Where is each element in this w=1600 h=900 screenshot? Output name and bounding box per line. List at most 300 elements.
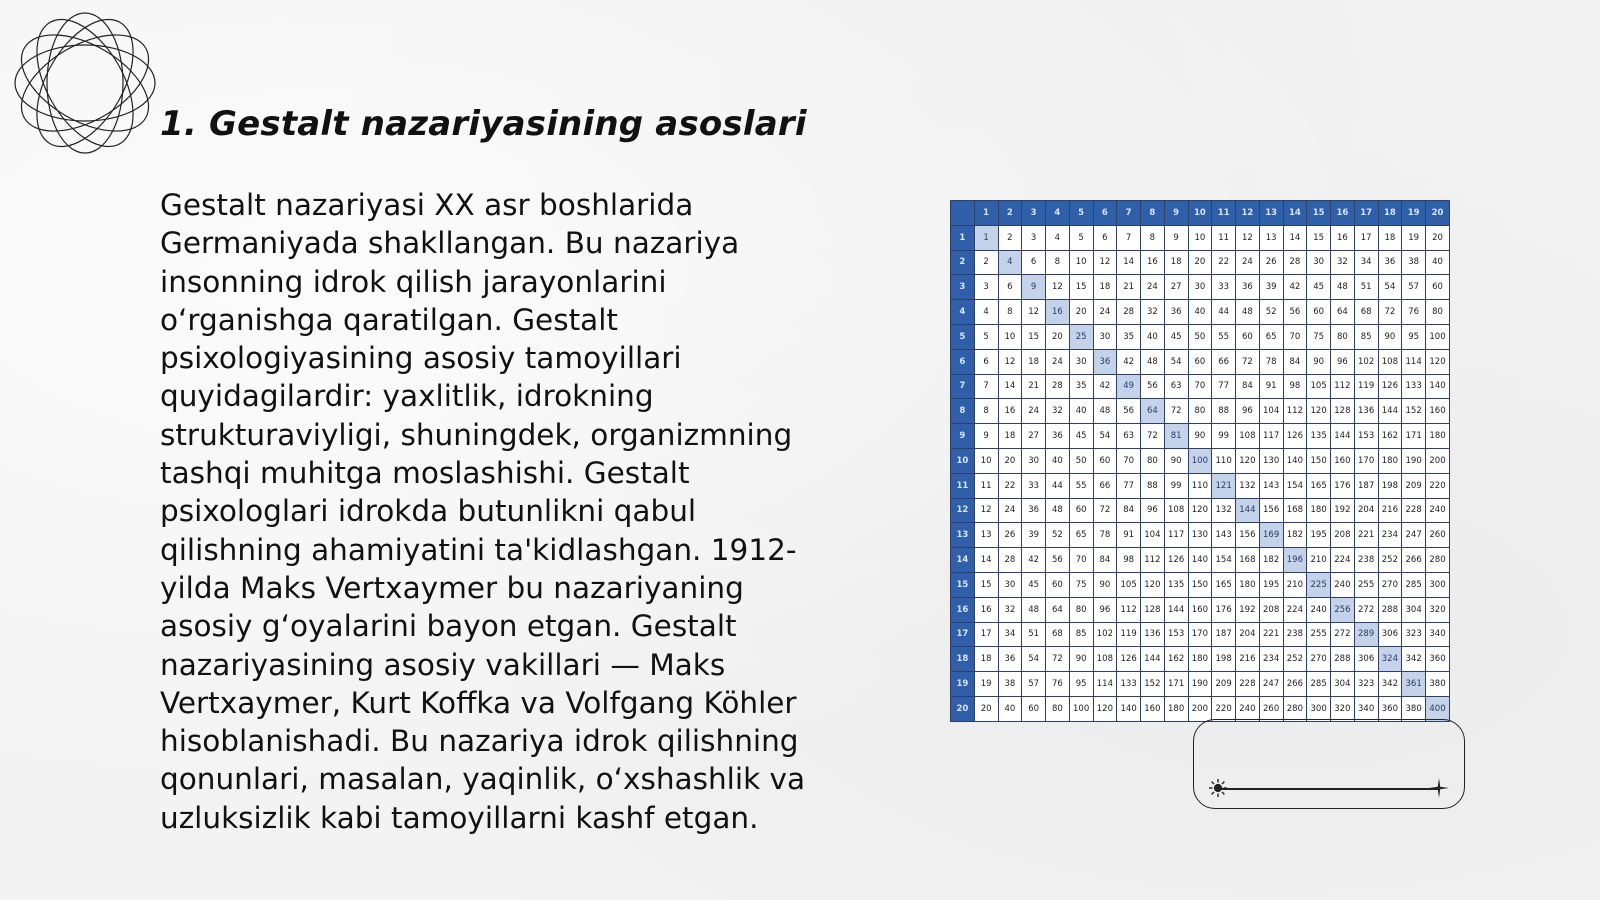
table-cell: 80	[1141, 448, 1165, 473]
table-cell: 40	[1069, 399, 1093, 424]
row-header-cell: 6	[951, 349, 975, 374]
table-cell: 70	[1117, 448, 1141, 473]
table-cell: 126	[1164, 548, 1188, 573]
table-cell: 150	[1307, 448, 1331, 473]
table-cell: 304	[1331, 672, 1355, 697]
column-header-cell: 13	[1259, 201, 1283, 226]
table-cell: 12	[1093, 250, 1117, 275]
table-row	[951, 696, 1450, 721]
table-cell: 72	[1046, 647, 1070, 672]
column-header-cell: 18	[1378, 201, 1402, 226]
table-cell: 80	[1426, 300, 1450, 325]
table-cell: 156	[1236, 523, 1260, 548]
table-cell: 96	[1331, 349, 1355, 374]
table-cell: 95	[1402, 324, 1426, 349]
column-header-cell: 20	[1426, 201, 1450, 226]
table-cell: 84	[1117, 498, 1141, 523]
row-header-cell: 17	[951, 622, 975, 647]
table-row	[951, 275, 1450, 300]
table-cell: 72	[1236, 349, 1260, 374]
diagonal-cell: 121	[1212, 473, 1236, 498]
table-cell: 120	[1141, 572, 1165, 597]
table-cell: 240	[1307, 597, 1331, 622]
table-cell: 168	[1236, 548, 1260, 573]
table-cell: 120	[1426, 349, 1450, 374]
table-cell: 24	[1046, 349, 1070, 374]
table-cell: 6	[998, 275, 1022, 300]
table-cell: 240	[1236, 696, 1260, 721]
slide-body-text	[160, 186, 820, 837]
table-cell: 38	[1402, 250, 1426, 275]
table-cell: 56	[1046, 548, 1070, 573]
table-cell: 154	[1212, 548, 1236, 573]
table-cell: 270	[1307, 647, 1331, 672]
table-cell: 20	[1046, 324, 1070, 349]
table-cell: 140	[1188, 548, 1212, 573]
table-cell: 10	[974, 448, 998, 473]
column-header-cell: 17	[1354, 201, 1378, 226]
table-cell: 117	[1164, 523, 1188, 548]
slider-track[interactable]	[1218, 788, 1438, 790]
table-cell: 35	[1117, 324, 1141, 349]
body-text-line: qilishning ahamiyatini ta'kidlashgan. 1912-	[160, 532, 797, 567]
table-cell: 162	[1378, 424, 1402, 449]
body-text-line: insonning idrok qilish jarayonlarini	[160, 264, 667, 299]
circles-logo-icon	[10, 8, 160, 158]
table-cell: 288	[1331, 647, 1355, 672]
table-cell: 24	[1236, 250, 1260, 275]
table-cell: 24	[1022, 399, 1046, 424]
table-cell: 9	[974, 424, 998, 449]
body-text-line: asosiy g‘oyalarini bayon etgan. Gestalt	[160, 609, 737, 644]
table-cell: 104	[1259, 399, 1283, 424]
slide-title: 1. Gestalt nazariyasining asoslari	[160, 104, 807, 144]
table-cell: 195	[1259, 572, 1283, 597]
table-cell: 342	[1378, 672, 1402, 697]
table-cell: 63	[1164, 374, 1188, 399]
table-cell: 40	[1046, 448, 1070, 473]
table-cell: 72	[1141, 424, 1165, 449]
table-cell: 5	[1069, 225, 1093, 250]
table-cell: 210	[1307, 548, 1331, 573]
table-cell: 266	[1283, 672, 1307, 697]
table-cell: 5	[974, 324, 998, 349]
table-cell: 108	[1164, 498, 1188, 523]
diagonal-cell: 81	[1164, 424, 1188, 449]
table-cell: 8	[1046, 250, 1070, 275]
slider-box[interactable]	[1193, 719, 1465, 809]
table-cell: 70	[1283, 324, 1307, 349]
table-cell: 220	[1426, 473, 1450, 498]
table-cell: 20	[1188, 250, 1212, 275]
row-header-cell: 15	[951, 572, 975, 597]
table-cell: 19	[974, 672, 998, 697]
table-cell: 51	[1022, 622, 1046, 647]
table-cell: 112	[1283, 399, 1307, 424]
table-cell: 190	[1402, 448, 1426, 473]
table-cell: 2	[998, 225, 1022, 250]
table-cell: 65	[1069, 523, 1093, 548]
table-cell: 17	[974, 622, 998, 647]
table-cell: 39	[1022, 523, 1046, 548]
table-cell: 112	[1141, 548, 1165, 573]
row-header-cell: 9	[951, 424, 975, 449]
table-cell: 10	[998, 324, 1022, 349]
column-header-cell: 15	[1307, 201, 1331, 226]
table-cell: 234	[1259, 647, 1283, 672]
table-cell: 200	[1426, 448, 1450, 473]
table-cell: 320	[1426, 597, 1450, 622]
table-cell: 60	[1046, 572, 1070, 597]
table-cell: 19	[1402, 225, 1426, 250]
table-cell: 17	[1354, 225, 1378, 250]
table-cell: 306	[1354, 647, 1378, 672]
table-cell: 204	[1236, 622, 1260, 647]
table-cell: 120	[1307, 399, 1331, 424]
table-cell: 150	[1188, 572, 1212, 597]
column-header-cell: 6	[1093, 201, 1117, 226]
table-cell: 130	[1259, 448, 1283, 473]
table-cell: 198	[1378, 473, 1402, 498]
table-cell: 108	[1236, 424, 1260, 449]
table-cell: 198	[1212, 647, 1236, 672]
table-cell: 36	[998, 647, 1022, 672]
table-cell: 34	[1354, 250, 1378, 275]
table-cell: 28	[1283, 250, 1307, 275]
table-cell: 306	[1378, 622, 1402, 647]
table-cell: 42	[1022, 548, 1046, 573]
table-cell: 209	[1212, 672, 1236, 697]
table-cell: 95	[1069, 672, 1093, 697]
table-cell: 260	[1426, 523, 1450, 548]
table-cell: 68	[1354, 300, 1378, 325]
table-cell: 170	[1188, 622, 1212, 647]
body-text-line: qonunlari, masalan, yaqinlik, o‘xshashlik va	[160, 762, 806, 797]
table-cell: 156	[1259, 498, 1283, 523]
body-text-line: Germaniyada shakllangan. Bu nazariya	[160, 226, 740, 261]
table-cell: 187	[1354, 473, 1378, 498]
table-cell: 132	[1212, 498, 1236, 523]
table-cell: 136	[1141, 622, 1165, 647]
table-cell: 280	[1283, 696, 1307, 721]
table-cell: 24	[998, 498, 1022, 523]
table-cell: 42	[1093, 374, 1117, 399]
table-cell: 247	[1402, 523, 1426, 548]
table-cell: 266	[1402, 548, 1426, 573]
table-cell: 11	[1212, 225, 1236, 250]
table-cell: 221	[1259, 622, 1283, 647]
table-cell: 300	[1426, 572, 1450, 597]
table-cell: 100	[1426, 324, 1450, 349]
table-cell: 14	[974, 548, 998, 573]
row-header-cell: 3	[951, 275, 975, 300]
table-cell: 126	[1117, 647, 1141, 672]
table-cell: 55	[1212, 324, 1236, 349]
table-cell: 195	[1307, 523, 1331, 548]
table-cell: 32	[998, 597, 1022, 622]
table-cell: 60	[1236, 324, 1260, 349]
table-cell: 36	[1164, 300, 1188, 325]
row-header-cell: 14	[951, 548, 975, 573]
table-cell: 78	[1093, 523, 1117, 548]
table-cell: 20	[998, 448, 1022, 473]
table-cell: 13	[974, 523, 998, 548]
table-cell: 117	[1259, 424, 1283, 449]
table-cell: 133	[1402, 374, 1426, 399]
body-text-line: psixologlari idrokda butunlikni qabul	[160, 494, 697, 529]
table-cell: 208	[1331, 523, 1355, 548]
table-cell: 40	[1426, 250, 1450, 275]
table-cell: 66	[1212, 349, 1236, 374]
table-cell: 40	[1141, 324, 1165, 349]
table-cell: 192	[1236, 597, 1260, 622]
table-cell: 77	[1117, 473, 1141, 498]
table-cell: 171	[1402, 424, 1426, 449]
table-cell: 260	[1259, 696, 1283, 721]
table-cell: 90	[1069, 647, 1093, 672]
table-cell: 63	[1117, 424, 1141, 449]
table-cell: 60	[1022, 696, 1046, 721]
table-cell: 108	[1093, 647, 1117, 672]
table-cell: 33	[1212, 275, 1236, 300]
table-cell: 171	[1164, 672, 1188, 697]
table-cell: 2	[974, 250, 998, 275]
table-cell: 80	[1188, 399, 1212, 424]
table-cell: 99	[1212, 424, 1236, 449]
table-cell: 90	[1378, 324, 1402, 349]
table-row	[951, 672, 1450, 697]
table-cell: 153	[1354, 424, 1378, 449]
diagonal-cell: 225	[1307, 572, 1331, 597]
body-text-line: tashqi muhitga moslashishi. Gestalt	[160, 456, 690, 491]
table-cell: 40	[1188, 300, 1212, 325]
table-cell: 152	[1402, 399, 1426, 424]
body-text-line: Gestalt nazariyasi XX asr boshlarida	[160, 188, 694, 222]
table-cell: 14	[1117, 250, 1141, 275]
table-cell: 30	[1307, 250, 1331, 275]
body-text-line: uzluksizlik kabi tamoyillarni kashf etgan.	[160, 800, 759, 835]
table-cell: 180	[1307, 498, 1331, 523]
table-cell: 84	[1236, 374, 1260, 399]
table-cell: 27	[1022, 424, 1046, 449]
table-cell: 28	[1046, 374, 1070, 399]
table-cell: 176	[1212, 597, 1236, 622]
table-cell: 26	[1259, 250, 1283, 275]
table-cell: 360	[1426, 647, 1450, 672]
table-cell: 6	[1022, 250, 1046, 275]
table-cell: 65	[1259, 324, 1283, 349]
table-cell: 216	[1378, 498, 1402, 523]
table-row	[951, 250, 1450, 275]
diagonal-cell: 1	[974, 225, 998, 250]
diagonal-cell: 256	[1331, 597, 1355, 622]
table-cell: 48	[1331, 275, 1355, 300]
table-cell: 128	[1331, 399, 1355, 424]
row-header-cell: 12	[951, 498, 975, 523]
table-cell: 238	[1283, 622, 1307, 647]
row-header-cell: 16	[951, 597, 975, 622]
row-header-cell: 13	[951, 523, 975, 548]
table-cell: 323	[1402, 622, 1426, 647]
column-header-cell: 4	[1046, 201, 1070, 226]
table-cell: 50	[1069, 448, 1093, 473]
table-cell: 45	[1164, 324, 1188, 349]
table-cell: 91	[1117, 523, 1141, 548]
table-cell: 182	[1283, 523, 1307, 548]
table-cell: 272	[1354, 597, 1378, 622]
diagonal-cell: 144	[1236, 498, 1260, 523]
table-cell: 209	[1402, 473, 1426, 498]
table-cell: 56	[1141, 374, 1165, 399]
table-cell: 68	[1046, 622, 1070, 647]
table-cell: 104	[1141, 523, 1165, 548]
table-cell: 8	[998, 300, 1022, 325]
table-cell: 224	[1331, 548, 1355, 573]
table-cell: 56	[1283, 300, 1307, 325]
table-cell: 18	[1093, 275, 1117, 300]
column-header-cell: 1	[974, 201, 998, 226]
diagonal-cell: 25	[1069, 324, 1093, 349]
table-cell: 34	[998, 622, 1022, 647]
table-cell: 285	[1307, 672, 1331, 697]
column-header-cell: 8	[1141, 201, 1165, 226]
column-header-cell: 19	[1402, 201, 1426, 226]
table-cell: 102	[1354, 349, 1378, 374]
table-cell: 36	[1022, 498, 1046, 523]
table-cell: 20	[1426, 225, 1450, 250]
table-cell: 85	[1354, 324, 1378, 349]
table-cell: 160	[1426, 399, 1450, 424]
table-cell: 84	[1093, 548, 1117, 573]
table-cell: 11	[974, 473, 998, 498]
table-cell: 154	[1283, 473, 1307, 498]
row-header-cell: 10	[951, 448, 975, 473]
row-header-cell: 11	[951, 473, 975, 498]
table-cell: 130	[1188, 523, 1212, 548]
row-header-cell: 18	[951, 647, 975, 672]
table-cell: 190	[1188, 672, 1212, 697]
table-cell: 221	[1354, 523, 1378, 548]
table-cell: 252	[1378, 548, 1402, 573]
table-cell: 36	[1236, 275, 1260, 300]
diagonal-cell: 49	[1117, 374, 1141, 399]
table-cell: 114	[1402, 349, 1426, 374]
table-cell: 7	[1117, 225, 1141, 250]
table-cell: 10	[1188, 225, 1212, 250]
table-cell: 96	[1141, 498, 1165, 523]
table-cell: 240	[1331, 572, 1355, 597]
table-cell: 16	[1141, 250, 1165, 275]
table-cell: 44	[1046, 473, 1070, 498]
table-cell: 80	[1331, 324, 1355, 349]
sparkle-plus-icon	[1429, 778, 1449, 798]
table-cell: 182	[1259, 548, 1283, 573]
diagonal-cell: 169	[1259, 523, 1283, 548]
table-cell: 16	[1331, 225, 1355, 250]
diagonal-cell: 16	[1046, 300, 1070, 325]
table-cell: 60	[1069, 498, 1093, 523]
table-cell: 84	[1283, 349, 1307, 374]
body-text-line: psixologiyasining asosiy tamoyillari	[160, 341, 682, 376]
table-cell: 105	[1117, 572, 1141, 597]
table-cell: 48	[1093, 399, 1117, 424]
row-header-cell: 20	[951, 696, 975, 721]
table-cell: 14	[1283, 225, 1307, 250]
table-cell: 192	[1331, 498, 1355, 523]
table-cell: 180	[1188, 647, 1212, 672]
table-cell: 18	[1022, 349, 1046, 374]
table-cell: 56	[1117, 399, 1141, 424]
table-row	[951, 498, 1450, 523]
table-cell: 8	[1141, 225, 1165, 250]
table-cell: 57	[1022, 672, 1046, 697]
diagonal-cell: 196	[1283, 548, 1307, 573]
diagonal-cell: 324	[1378, 647, 1402, 672]
table-cell: 26	[998, 523, 1022, 548]
table-cell: 40	[998, 696, 1022, 721]
table-cell: 45	[1069, 424, 1093, 449]
table-cell: 304	[1402, 597, 1426, 622]
table-cell: 64	[1046, 597, 1070, 622]
table-cell: 180	[1426, 424, 1450, 449]
table-cell: 280	[1426, 548, 1450, 573]
table-cell: 114	[1093, 672, 1117, 697]
table-cell: 78	[1259, 349, 1283, 374]
table-cell: 360	[1378, 696, 1402, 721]
table-cell: 18	[1164, 250, 1188, 275]
table-cell: 32	[1331, 250, 1355, 275]
table-cell: 160	[1141, 696, 1165, 721]
table-cell: 140	[1283, 448, 1307, 473]
multiplication-table	[950, 200, 1450, 722]
table-cell: 255	[1354, 572, 1378, 597]
table-cell: 54	[1378, 275, 1402, 300]
table-row	[951, 324, 1450, 349]
table-cell: 91	[1259, 374, 1283, 399]
table-cell: 126	[1283, 424, 1307, 449]
table-cell: 60	[1307, 300, 1331, 325]
table-cell: 96	[1236, 399, 1260, 424]
table-cell: 340	[1426, 622, 1450, 647]
table-cell: 90	[1188, 424, 1212, 449]
table-cell: 51	[1354, 275, 1378, 300]
table-cell: 208	[1259, 597, 1283, 622]
table-cell: 320	[1331, 696, 1355, 721]
multiplication-table-image	[950, 200, 1450, 714]
table-cell: 165	[1307, 473, 1331, 498]
table-cell: 342	[1402, 647, 1426, 672]
table-cell: 36	[1046, 424, 1070, 449]
table-cell: 7	[974, 374, 998, 399]
table-cell: 90	[1307, 349, 1331, 374]
table-cell: 270	[1378, 572, 1402, 597]
table-cell: 54	[1022, 647, 1046, 672]
table-cell: 180	[1378, 448, 1402, 473]
table-cell: 33	[1022, 473, 1046, 498]
table-cell: 42	[1117, 349, 1141, 374]
table-cell: 70	[1069, 548, 1093, 573]
table-cell: 22	[998, 473, 1022, 498]
table-cell: 204	[1354, 498, 1378, 523]
table-row	[951, 374, 1450, 399]
table-cell: 30	[1093, 324, 1117, 349]
body-text-line: yilda Maks Vertxaymer bu nazariyaning	[160, 570, 744, 605]
column-header-cell: 3	[1022, 201, 1046, 226]
table-cell: 28	[1117, 300, 1141, 325]
column-header-cell: 11	[1212, 201, 1236, 226]
table-cell: 380	[1402, 696, 1426, 721]
table-row	[951, 201, 1450, 226]
